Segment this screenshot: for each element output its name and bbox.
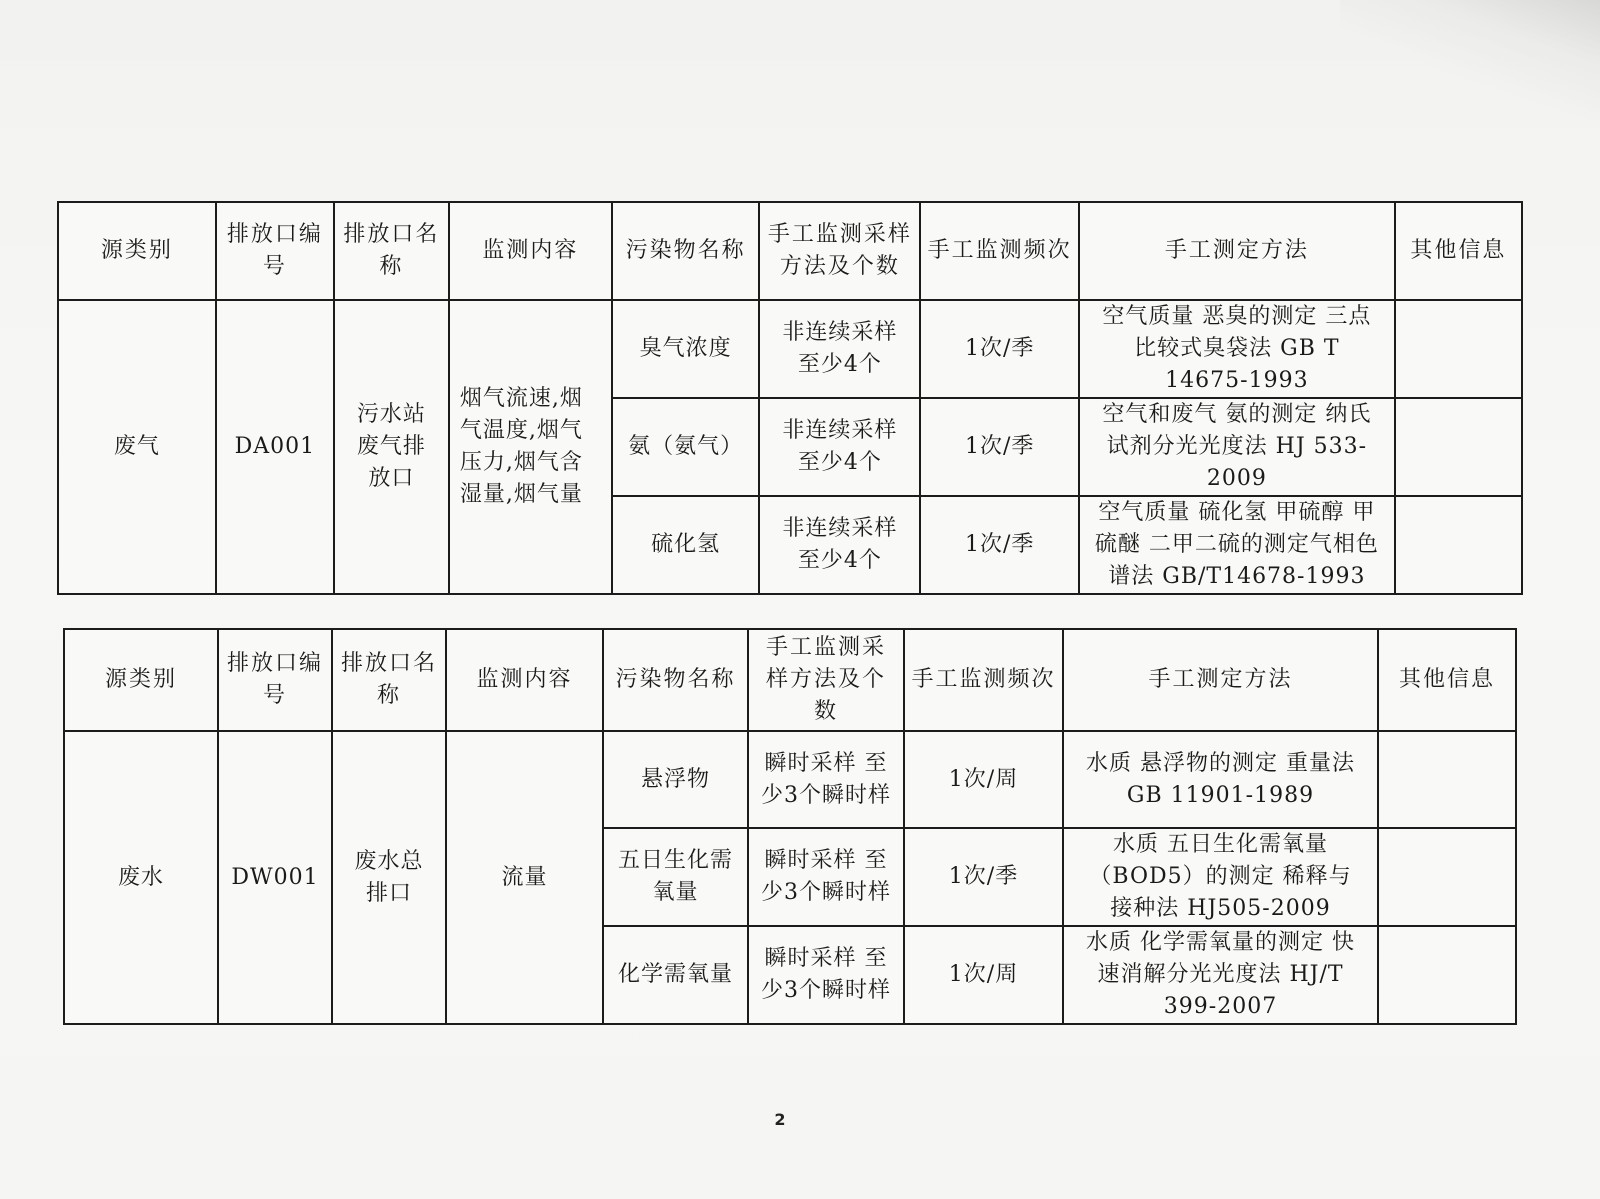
- monitoring-content-cell: 烟气流速,烟气温度,烟气压力,烟气含湿量,烟气量: [449, 300, 612, 594]
- header-outlet-name: 排放口名称: [334, 202, 449, 300]
- pollutant-cell: 氨（氨气）: [612, 398, 760, 496]
- header-frequency: 手工监测频次: [904, 629, 1063, 731]
- header-method: 手工测定方法: [1079, 202, 1395, 300]
- method-cell: 水质 化学需氧量的测定 快速消解分光光度法 HJ/T 399-2007: [1063, 926, 1378, 1024]
- header-frequency: 手工监测频次: [920, 202, 1079, 300]
- header-monitoring-content: 监测内容: [446, 629, 603, 731]
- table-header-row: [64, 629, 1516, 731]
- table-row: [64, 731, 1516, 828]
- monitoring-content-cell: 流量: [446, 731, 603, 1024]
- method-cell: 空气质量 恶臭的测定 三点比较式臭袋法 GB T 14675-1993: [1079, 300, 1395, 398]
- header-pollutant: 污染物名称: [603, 629, 748, 731]
- other-info-cell: [1395, 300, 1522, 398]
- other-info-cell: [1378, 828, 1516, 926]
- header-sampling: 手工监测采样方法及个数: [759, 202, 920, 300]
- header-source-type: 源类别: [64, 629, 218, 731]
- source-type-cell: 废气: [58, 300, 216, 594]
- header-source-type: 源类别: [58, 202, 216, 300]
- table-header-row: [58, 202, 1522, 300]
- header-method: 手工测定方法: [1063, 629, 1378, 731]
- method-cell: 水质 悬浮物的测定 重量法 GB 11901-1989: [1063, 731, 1378, 828]
- sampling-cell: 非连续采样至少4个: [759, 496, 920, 594]
- pollutant-cell: 臭气浓度: [612, 300, 760, 398]
- header-outlet-code: 排放口编号: [216, 202, 334, 300]
- outlet-code-cell: DA001: [216, 300, 334, 594]
- page-number: 2: [774, 1110, 786, 1129]
- pollutant-cell: 化学需氧量: [603, 926, 748, 1024]
- outlet-code-cell: DW001: [218, 731, 332, 1024]
- source-type-cell: 废水: [64, 731, 218, 1024]
- frequency-cell: 1次/周: [904, 926, 1063, 1024]
- method-cell: 水质 五日生化需氧量（BOD5）的测定 稀释与接种法 HJ505-2009: [1063, 828, 1378, 926]
- pollutant-cell: 悬浮物: [603, 731, 748, 828]
- scan-shadow: [1340, 0, 1600, 120]
- header-sampling: 手工监测采样方法及个数: [748, 629, 904, 731]
- table-row: [58, 300, 1522, 398]
- header-other: 其他信息: [1378, 629, 1516, 731]
- sampling-cell: 非连续采样至少4个: [759, 300, 920, 398]
- outlet-name-cell: 污水站废气排放口: [334, 300, 449, 594]
- method-cell: 空气和废气 氨的测定 纳氏试剂分光光度法 HJ 533-2009: [1079, 398, 1395, 496]
- outlet-name-cell: 废水总排口: [332, 731, 446, 1024]
- frequency-cell: 1次/周: [904, 731, 1063, 828]
- header-outlet-code: 排放口编号: [218, 629, 332, 731]
- frequency-cell: 1次/季: [920, 300, 1079, 398]
- sampling-cell: 瞬时采样 至少3个瞬时样: [748, 926, 904, 1024]
- monitoring-table-exhaust-gas: [57, 201, 1523, 595]
- sampling-cell: 瞬时采样 至少3个瞬时样: [748, 828, 904, 926]
- frequency-cell: 1次/季: [920, 398, 1079, 496]
- other-info-cell: [1395, 496, 1522, 594]
- other-info-cell: [1395, 398, 1522, 496]
- pollutant-cell: 硫化氢: [612, 496, 760, 594]
- method-cell: 空气质量 硫化氢 甲硫醇 甲硫醚 二甲二硫的测定气相色谱法 GB/T14678-1993: [1079, 496, 1395, 594]
- frequency-cell: 1次/季: [904, 828, 1063, 926]
- pollutant-cell: 五日生化需氧量: [603, 828, 748, 926]
- header-outlet-name: 排放口名称: [332, 629, 446, 731]
- frequency-cell: 1次/季: [920, 496, 1079, 594]
- sampling-cell: 非连续采样至少4个: [759, 398, 920, 496]
- sampling-cell: 瞬时采样 至少3个瞬时样: [748, 731, 904, 828]
- other-info-cell: [1378, 926, 1516, 1024]
- header-pollutant: 污染物名称: [612, 202, 760, 300]
- monitoring-table-wastewater: [63, 628, 1517, 1025]
- header-monitoring-content: 监测内容: [449, 202, 612, 300]
- header-other: 其他信息: [1395, 202, 1522, 300]
- other-info-cell: [1378, 731, 1516, 828]
